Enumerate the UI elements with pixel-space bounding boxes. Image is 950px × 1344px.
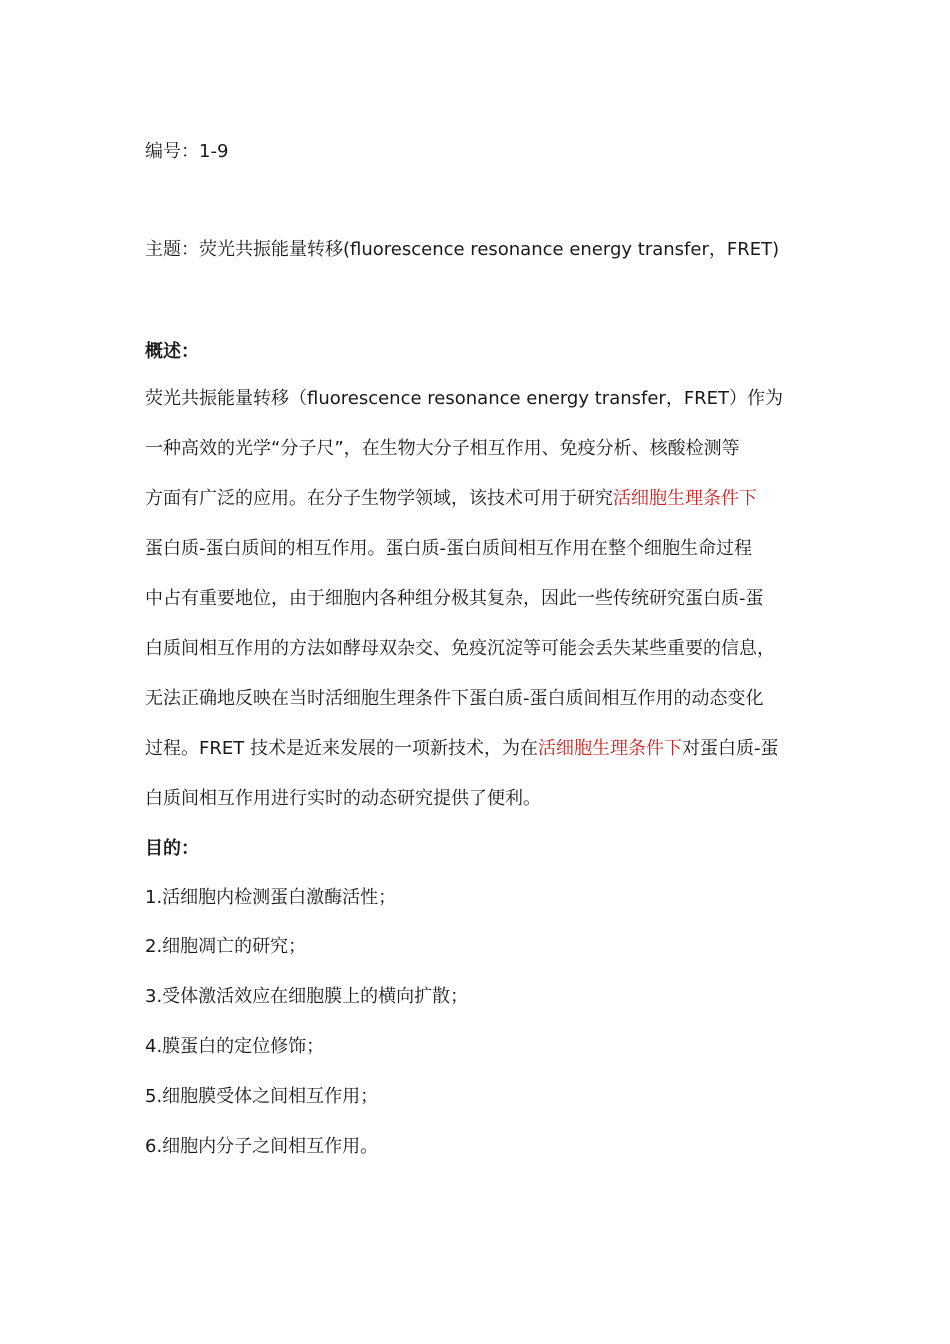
purpose-item: 2.细胞凋亡的研究； — [145, 936, 307, 957]
overview-text: 中占有重要地位，由于细胞内各种组分极其复杂，因此一些传统研究蛋白质-蛋 — [145, 588, 764, 609]
purpose-heading: 目的： — [145, 838, 199, 859]
overview-text: 荧光共振能量转移（fluorescence resonance energy transfer，FRET）作为 — [145, 388, 784, 409]
overview-text: 蛋白质-蛋白质间的相互作用。蛋白质-蛋白质间相互作用在整个细胞生命过程 — [145, 538, 752, 559]
overview-text: 一种高效的光学“分子尺”，在生物大分子相互作用、免疫分析、核酸检测等 — [145, 438, 740, 459]
overview-text: 方面有广泛的应用。在分子生物学领域，该技术可用于研究 — [145, 488, 613, 509]
overview-line-1 — [145, 386, 810, 412]
highlight-text: 活细胞生理条件下 — [613, 488, 757, 509]
purpose-item: 1.活细胞内检测蛋白激酶活性； — [145, 887, 397, 908]
overview-line-2 — [145, 436, 810, 462]
overview-line-4 — [145, 536, 810, 562]
overview-text: 过程。FRET 技术是近来发展的一项新技术，为在 — [145, 738, 538, 759]
overview-line-7 — [145, 686, 810, 712]
overview-text: 白质间相互作用进行实时的动态研究提供了便利。 — [145, 788, 541, 809]
purpose-item: 6.细胞内分子之间相互作用。 — [145, 1136, 379, 1157]
purpose-item: 4.膜蛋白的定位修饰； — [145, 1036, 325, 1057]
overview-line-3 — [145, 486, 810, 512]
document-number: 编号：1-9 — [145, 141, 229, 162]
overview-heading: 概述： — [145, 341, 199, 362]
purpose-item: 5.细胞膜受体之间相互作用； — [145, 1086, 379, 1107]
overview-line-5 — [145, 586, 810, 612]
overview-text: 无法正确地反映在当时活细胞生理条件下蛋白质-蛋白质间相互作用的动态变化 — [145, 688, 764, 709]
overview-line-9 — [145, 786, 810, 812]
overview-line-8 — [145, 736, 810, 762]
highlight-text: 活细胞生理条件下 — [537, 738, 682, 759]
purpose-item: 3.受体激活效应在细胞膜上的横向扩散； — [145, 986, 469, 1007]
document-topic: 主题：荧光共振能量转移(fluorescence resonance energy transfer，FRET) — [145, 239, 780, 260]
overview-text: 白质间相互作用的方法如酵母双杂交、免疫沉淀等可能会丢失某些重要的信息， — [145, 638, 775, 659]
overview-line-6 — [145, 636, 810, 662]
overview-text: 对蛋白质-蛋 — [681, 738, 779, 759]
